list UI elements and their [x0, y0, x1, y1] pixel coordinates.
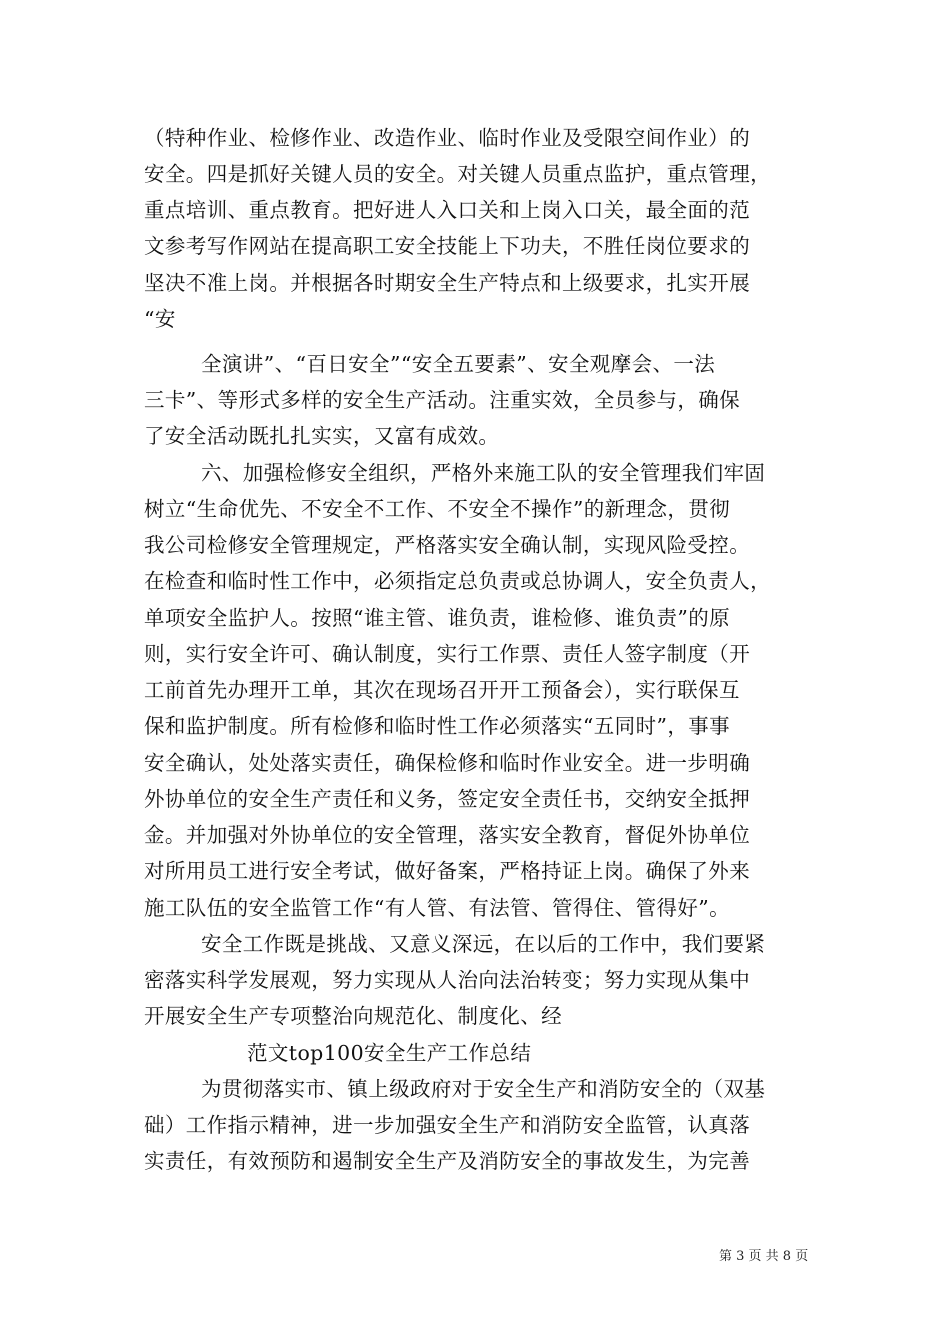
text-line: 重点培训、重点教育。把好进人入口关和上岗入口关，最全面的范: [144, 198, 751, 222]
text-line: 外协单位的安全生产责任和义务，签定安全责任书，交纳安全抵押: [144, 787, 751, 811]
text-line: 安全。四是抓好关键人员的安全。对关键人员重点监护，重点管理，: [144, 162, 771, 186]
text-line: 密落实科学发展观，努力实现从人治向法治转变；努力实现从集中: [144, 968, 751, 992]
text-line: 了安全活动既扎扎实实，又富有成效。: [144, 424, 500, 448]
text-line: “安: [144, 307, 176, 331]
text-line: 文参考写作网站在提高职工安全技能上下功夫，不胜任岗位要求的: [144, 234, 751, 258]
text-line: 三卡”、等形式多样的安全生产活动。注重实效，全员参与，确保: [144, 388, 741, 412]
text-line: 保和监护制度。所有检修和临时性工作必须落实“五同时”，事事: [144, 714, 731, 738]
text-line: 对所用员工进行安全考试，做好备案，严格持证上岗。确保了外来: [144, 859, 751, 883]
text-line: 工前首先办理开工单，其次在现场召开开工预备会），实行联保互: [144, 678, 740, 702]
text-line: （特种作业、检修作业、改造作业、临时作业及受限空间作业）的: [144, 126, 751, 150]
text-line: 树立“生命优先、不安全不工作、不安全不操作”的新理念，贯彻: [144, 497, 731, 521]
section-heading-line: 六、加强检修安全组织，严格外来施工队的安全管理我们牢固: [201, 461, 766, 485]
text-line: 则，实行安全许可、确认制度，实行工作票、责任人签字制度（开: [144, 642, 751, 666]
page-number-footer: 第 3 页 共 8 页: [719, 1249, 809, 1264]
text-line: 实责任，有效预防和遏制安全生产及消防安全的事故发生，为完善: [144, 1149, 751, 1173]
paragraph-first-line: 为贯彻落实市、镇上级政府对于安全生产和消防安全的（双基: [201, 1077, 766, 1101]
paragraph-first-line: 安全工作既是挑战、又意义深远，在以后的工作中，我们要紧: [201, 932, 766, 956]
text-line: 施工队伍的安全监管工作“有人管、有法管、管得住、管得好”。: [144, 896, 731, 920]
text-line: 单项安全监护人。按照“谁主管、谁负责，谁检修、谁负责”的原: [144, 606, 731, 630]
text-line: 坚决不准上岗。并根据各时期安全生产特点和上级要求，扎实开展: [144, 271, 751, 295]
paragraph-first-line: 全演讲”、“百日安全”“安全五要素”、安全观摩会、一法: [201, 352, 716, 376]
text-line: 在检查和临时性工作中，必须指定总负责或总协调人，安全负责人，: [144, 569, 771, 593]
text-line: 金。并加强对外协单位的安全管理，落实安全教育，督促外协单位: [144, 823, 751, 847]
text-line: 我公司检修安全管理规定，严格落实安全确认制，实现风险受控。: [144, 533, 751, 557]
text-line: 安全确认，处处落实责任，确保检修和临时作业安全。进一步明确: [144, 751, 751, 775]
article-title: 范文top100安全生产工作总结: [247, 1041, 532, 1065]
text-line: 开展安全生产专项整治向规范化、制度化、经: [144, 1004, 562, 1028]
text-line: 础）工作指示精神，进一步加强安全生产和消防安全监管，认真落: [144, 1113, 751, 1137]
